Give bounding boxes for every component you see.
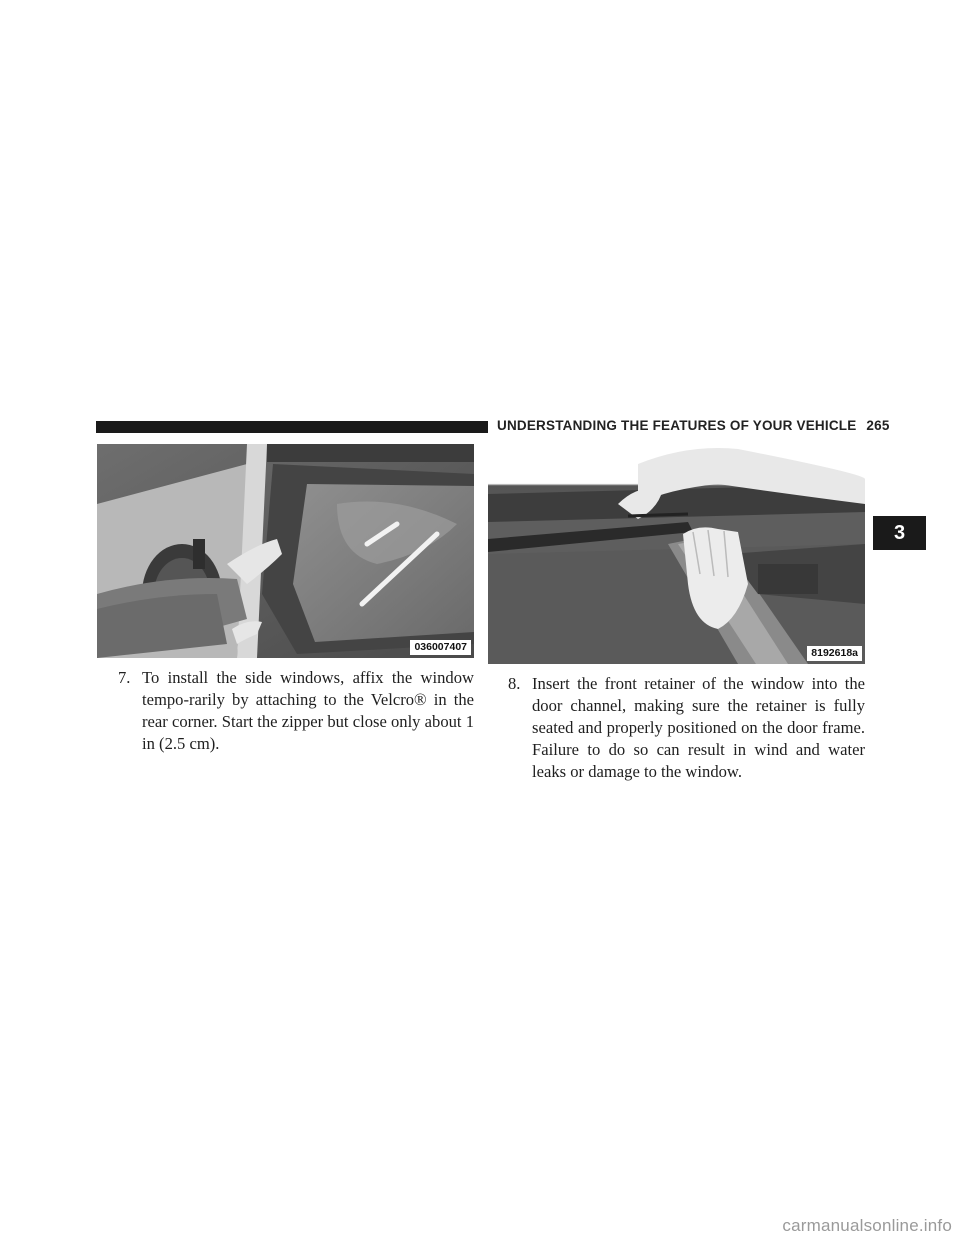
step-7 xyxy=(118,667,474,755)
chapter-tab: 3 xyxy=(873,516,926,550)
figure-code: 8192618a xyxy=(807,646,862,661)
side-window-illustration xyxy=(97,444,474,658)
step-8 xyxy=(508,673,865,783)
watermark: carmanualsonline.info xyxy=(782,1216,952,1235)
figure-front-retainer xyxy=(488,444,865,664)
step-text: Insert the front retainer of the window into the door channel, making sure the retainer is fully seated and properly positioned on the door frame. Failure to do so can result in wind and water leaks or damage to the window. xyxy=(532,674,865,781)
step-text: To install the side windows, affix the window tempo-rarily by attaching to the Velcro® in the rear corner. Start the zipper but close only about 1 in (2.5 cm). xyxy=(142,668,474,753)
page-number: 265 xyxy=(866,418,890,433)
step-number: 7. xyxy=(118,668,131,687)
running-header xyxy=(497,418,890,433)
figure-code: 036007407 xyxy=(410,640,471,655)
front-retainer-illustration xyxy=(488,444,865,664)
header-rule xyxy=(96,421,488,433)
section-title: UNDERSTANDING THE FEATURES OF YOUR VEHICLE xyxy=(497,418,857,433)
figure-side-window-velcro xyxy=(97,444,474,658)
step-number: 8. xyxy=(508,674,521,693)
